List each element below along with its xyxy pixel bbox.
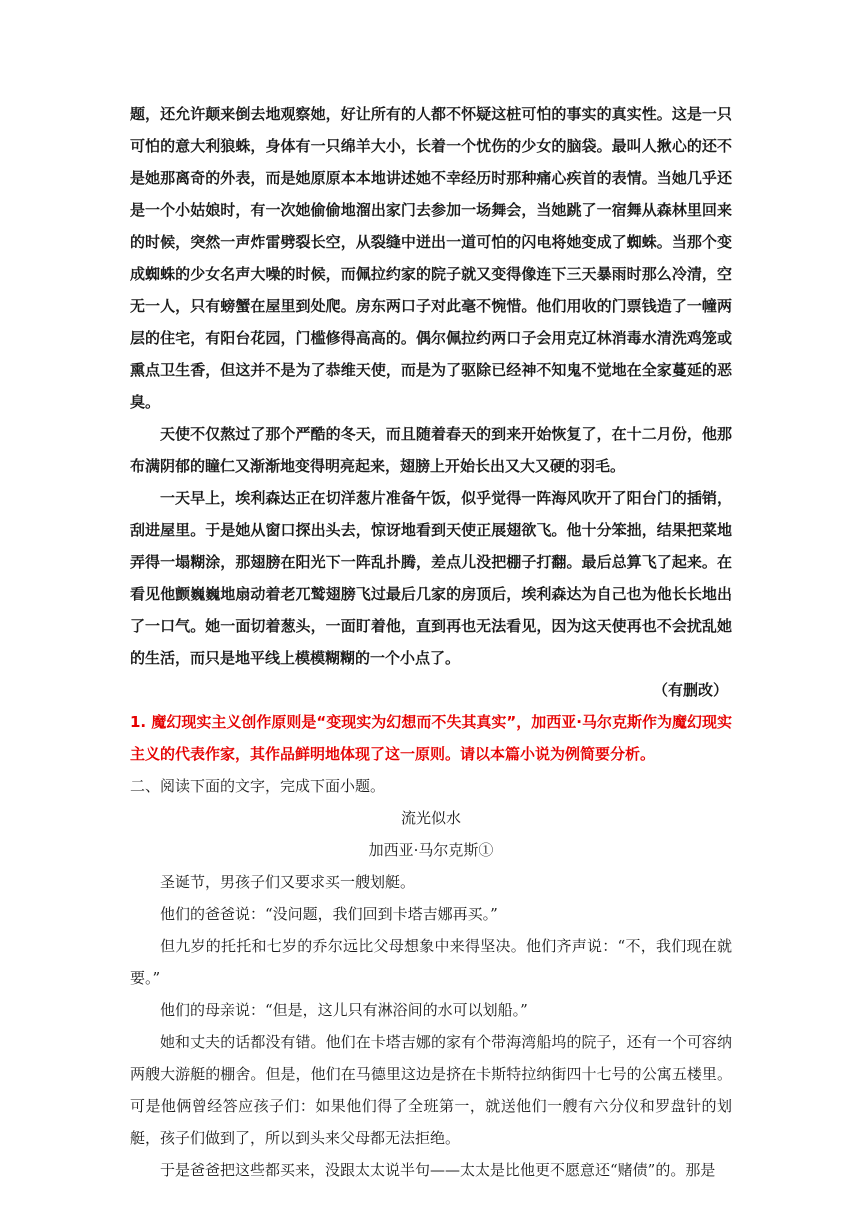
question-1: 1. 魔幻现实主义创作原则是“变现实为幻想而不失其真实”，加西亚·马尔克斯作为魔幻现实主义的代表作家，其作品鲜明地体现了这一原则。请以本篇小说为例简要分析。 (130, 713, 732, 763)
document-content (130, 98, 732, 1186)
passage1-paragraph-2: 天使不仅熬过了那个严酷的冬天，而且随着春天的到来开始恢复了，在十二月份，他那布满阴郁的瞳仁又渐渐地变得明亮起来，翅膀上开始长出又大又硬的羽毛。 (130, 425, 732, 475)
section-2-heading: 二、阅读下面的文字，完成下面小题。 (130, 777, 386, 795)
story-paragraph-6: 于是爸爸把这些都买来，没跟太太说半句——太太是比他更不愿意还“赌债”的。那是 (160, 1161, 716, 1179)
story-title: 流光似水 (400, 809, 461, 827)
story-author: 加西亚·马尔克斯① (368, 841, 494, 859)
story-paragraph-5: 她和丈夫的话都没有错。他们在卡塔吉娜的家有个带海湾船坞的院子，还有一个可容纳两艘大游艇的棚舍。但是，他们在马德里这边是挤在卡斯特拉纳街四十七号的公寓五楼里。可是他俩曾经答应孩子们：如果他们得了全班第一，就送他们一艘有六分仪和罗盘针的划艇，孩子们做到了，所以到头来父母都无法拒绝。 (130, 1033, 732, 1147)
passage1-paragraph-1: 题，还允许颠来倒去地观察她，好让所有的人都不怀疑这桩可怕的事实的真实性。这是一只可怕的意大利狼蛛，身体有一只绵羊大小，长着一个忧伤的少女的脑袋。最叫人揪心的还不是她那离奇的外表，而是她原原本本地讲述她不幸经历时那种痛心疾首的表情。当她几乎还是一个小姑娘时，有一次她偷偷地溜出家门去参加一场舞会，当她跳了一宿舞从森林里回来的时候，突然一声炸雷劈裂长空，从裂缝中迸出一道可怕的闪电将她变成了蜘蛛。当那个变成蜘蛛的少女名声大噪的时候，而佩拉约家的院子就又变得像连下三天暴雨时那么冷清，空无一人，只有螃蟹在屋里到处爬。房东两口子对此毫不惋惜。他们用收的门票钱造了一幢两层的住宅，有阳台花园，门槛修得高高的。偶尔佩拉约两口子会用克辽林消毒水清洗鸡笼或熏点卫生香，但这并不是为了恭维天使，而是为了驱除已经神不知鬼不觉地在全家蔓延的恶臭。 (130, 105, 732, 411)
story-paragraph-2: 他们的爸爸说：“没问题，我们回到卡塔吉娜再买。” (160, 905, 498, 923)
story-paragraph-1: 圣诞节，男孩子们又要求买一艘划艇。 (160, 873, 416, 891)
passage1-paragraph-3: 一天早上，埃利森达正在切洋葱片准备午饭，似乎觉得一阵海风吹开了阳台门的插销，刮进屋里。于是她从窗口探出头去，惊讶地看到天使正展翅欲飞。他十分笨拙，结果把菜地弄得一塌糊涂，那翅膀在阳光下一阵乱扑腾，差点儿没把棚子打翻。最后总算飞了起来。在看见他颤巍巍地扇动着老兀鹫翅膀飞过最后几家的房顶后，埃利森达为自己也为他长长地出了一口气。她一面切着葱头，一面盯着他，直到再也无法看见，因为这天使再也不会扰乱她的生活，而只是地平线上模模糊糊的一个小点了。 (130, 489, 732, 667)
story-paragraph-3: 但九岁的托托和七岁的乔尔远比父母想象中来得坚决。他们齐声说：“不，我们现在就要。” (130, 937, 732, 987)
revision-note: （有删改） (652, 681, 728, 699)
story-paragraph-4: 他们的母亲说：“但是，这儿只有淋浴间的水可以划船。” (160, 1001, 528, 1019)
